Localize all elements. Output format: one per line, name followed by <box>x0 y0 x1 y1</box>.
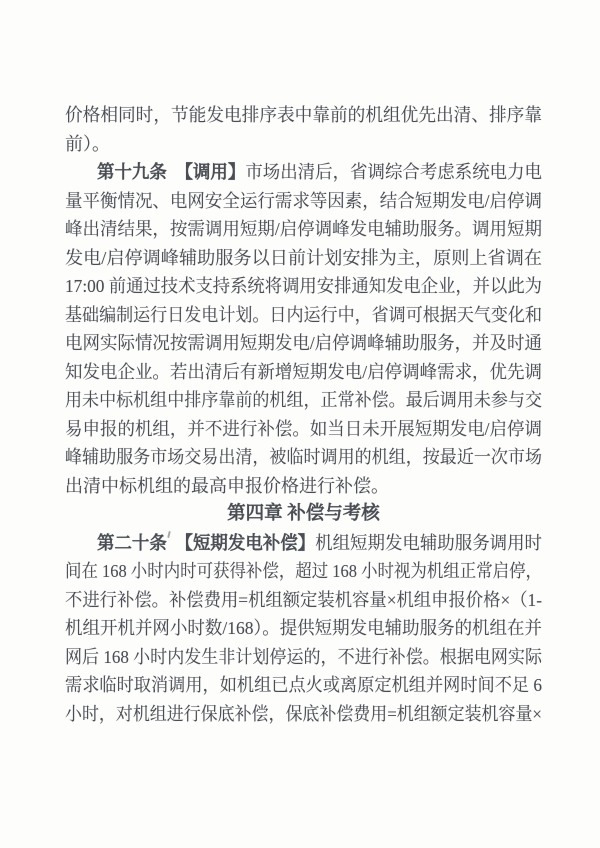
text-line <box>65 557 542 586</box>
text-line <box>65 358 542 387</box>
text-run: 量平衡情况、电网安全运行需求等因素，结合短期发电/启停调 <box>65 190 542 211</box>
text-run: 17:00 前通过技术支持系统将调用安排通知发电企业，并以此为 <box>65 276 542 296</box>
text-run: 电网实际情况按需调用短期发电/启停调峰辅助服务，并及时通 <box>65 333 542 353</box>
text-run: 网后 168 小时内发生非计划停运的，不进行补偿。根据电网实际 <box>65 646 542 667</box>
text-line <box>65 244 542 273</box>
text-line <box>65 529 542 558</box>
text-run: 间在 168 小时内时可获得补偿，超过 168 小时视为机组正常启停， <box>65 561 542 581</box>
text-run: 价格相同时，节能发电排序表中靠前的机组优先出清、排序靠 <box>65 105 542 125</box>
text-line <box>65 700 542 729</box>
text-line-content <box>65 130 110 159</box>
text-run: 小时，对机组进行保底补偿，保底补偿费用=机组额定装机容量× <box>65 703 542 724</box>
text-line-content <box>65 643 542 672</box>
text-line-content <box>65 187 542 216</box>
text-run: 不进行补偿。补偿费用=机组额定装机容量×机组申报价格×（1- <box>65 589 542 610</box>
text-line <box>65 272 542 301</box>
text-line <box>65 500 542 529</box>
paragraph <box>65 529 542 729</box>
text-run: 出清中标机组的最高申报价格进行补偿。 <box>65 475 389 496</box>
text-line <box>65 614 542 643</box>
text-run: 峰出清结果，按需调用短期/启停调峰发电辅助服务。调用短期 <box>65 219 542 239</box>
text-line <box>65 215 542 244</box>
text-line <box>65 472 542 501</box>
text-line-content <box>65 272 542 301</box>
text-line-content <box>227 500 380 529</box>
text-line-content <box>65 443 542 472</box>
bold-text-run: 第四章 补偿与考核 <box>227 504 380 524</box>
text-line-content <box>65 671 542 700</box>
text-line-content <box>65 301 542 330</box>
text-run: 用未中标机组中排序靠前的机组，正常补偿。最后调用未参与交 <box>65 390 542 410</box>
document-body <box>65 101 542 728</box>
text-line-content <box>65 329 542 358</box>
bold-text-run: 【调用】 <box>184 162 246 182</box>
text-line-content <box>65 358 542 387</box>
text-line <box>65 187 542 216</box>
bold-text-run: 【短期发电补偿】 <box>184 532 316 553</box>
text-line-content <box>97 158 542 187</box>
text-line <box>65 671 542 700</box>
text-run: 前）。 <box>65 133 110 154</box>
text-line <box>65 329 542 358</box>
bold-text-run: 第二十条 <box>97 532 167 553</box>
text-run: 需求临时取消调用，如机组已点火或离原定机组并网时间不足 6 <box>65 675 542 695</box>
text-line-content <box>97 529 542 558</box>
text-run: 基础编制运行日发电计划。日内运行中，省调可根据天气变化和 <box>65 304 542 325</box>
text-line <box>65 586 542 615</box>
text-line-content <box>65 386 542 415</box>
text-line-content <box>65 614 542 643</box>
text-line <box>65 386 542 415</box>
text-line <box>65 443 542 472</box>
text-line <box>65 130 542 159</box>
text-line-content <box>65 472 389 501</box>
text-line-content <box>65 557 542 586</box>
text-run: 机组短期发电辅助服务调用时 <box>315 532 542 553</box>
paragraph <box>65 158 542 500</box>
text-line-content <box>65 415 542 444</box>
text-line-content <box>65 586 542 615</box>
text-line-content <box>65 244 542 273</box>
bold-text-run: 第十九条 <box>97 162 167 182</box>
text-run: 峰辅助服务市场交易出清，被临时调用的机组，按最近一次市场 <box>65 447 542 467</box>
text-run: 发电/启停调峰辅助服务以日前计划安排为主，原则上省调在 <box>65 247 542 268</box>
text-run: 机组开机并网小时数/168）。提供短期发电辅助服务的机组在并 <box>65 618 542 638</box>
paragraph <box>65 101 542 158</box>
text-run <box>167 162 184 182</box>
text-line-content <box>65 101 542 130</box>
text-run: 易申报的机组，并不进行补偿。如当日未开展短期发电/启停调 <box>65 418 542 439</box>
text-line <box>65 643 542 672</box>
text-line <box>65 301 542 330</box>
text-line-content <box>65 215 542 244</box>
text-line-content <box>65 700 542 729</box>
text-run: 知发电企业。若出清后有新增短期发电/启停调峰需求，优先调 <box>65 361 542 382</box>
text-run: 市场出清后，省调综合考虑系统电力电 <box>245 162 542 182</box>
text-line <box>65 415 542 444</box>
text-line <box>65 101 542 130</box>
chapter-heading <box>65 500 542 529</box>
text-line <box>65 158 542 187</box>
